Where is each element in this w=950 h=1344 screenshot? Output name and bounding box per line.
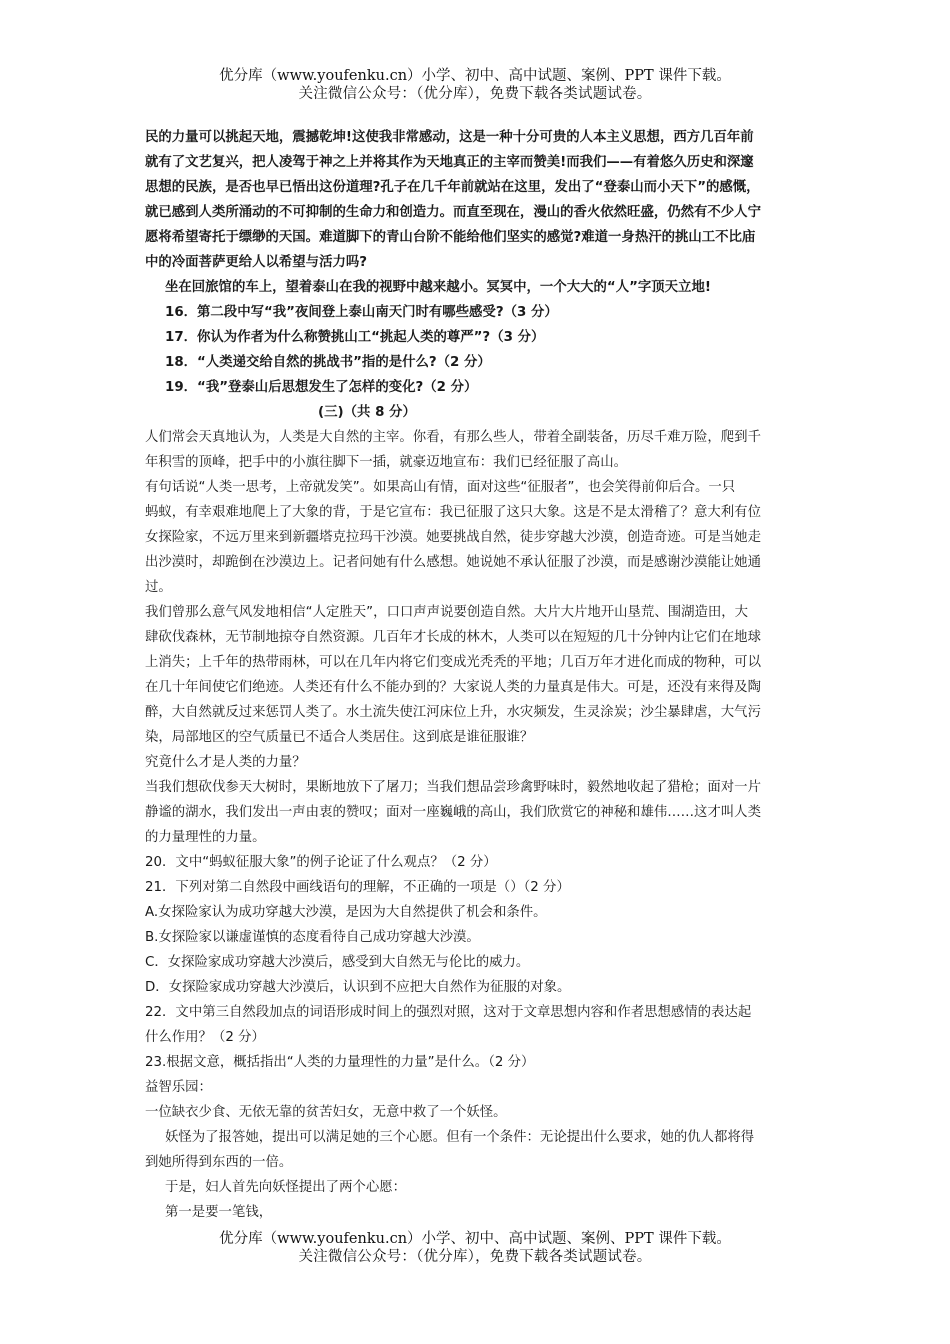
footer-line-2: 关注微信公众号：（优分库），免费下载各类试题试卷。	[298, 1249, 652, 1265]
text-line: 什么作用？（2 分）	[145, 1030, 265, 1045]
text-line: 中的冷面菩萨更给人以希望与活力吗?	[145, 255, 368, 270]
question-19: 19．“我”登泰山后思想发生了怎样的变化?（2 分）	[165, 380, 478, 395]
text-line: 出沙漠时，却跪倒在沙漠边上。记者问她有什么感想。她说她不承认征服了沙漠，而是感谢沙漠能让她通	[145, 555, 761, 570]
question-18: 18．“人类递交给自然的挑战书”指的是什么?（2 分）	[165, 355, 491, 370]
question-17: 17．你认为作者为什么称赞挑山工“挑起人类的尊严”?（3 分）	[165, 330, 545, 345]
text-line: 一位缺衣少食、无依无靠的贫苦妇女，无意中救了一个妖怪。	[145, 1105, 507, 1120]
option-c: C．女探险家成功穿越大沙漠后，感受到大自然无与伦比的威力。	[145, 955, 530, 970]
text-line: 就已感到人类所涌动的不可抑制的生命力和创造力。而直至现在，漫山的香火依然旺盛，仍然有不少人宁	[145, 205, 761, 220]
page-header	[0, 67, 950, 103]
text-line: 过。	[145, 580, 172, 595]
text-line: 我们曾那么意气风发地相信“人定胜天”，口口声声说要创造自然。大片大片地开山垦荒、围湖造田，大	[145, 605, 749, 620]
text-line: 人们常会天真地认为，人类是大自然的主宰。你看，有那么些人，带着全副装备，历尽千难万险，爬到千	[145, 430, 761, 445]
text-line: 肆砍伐森林，无节制地掠夺自然资源。几百年才长成的林木，人类可以在短短的几十分钟内让它们在地球	[145, 630, 761, 645]
option-b: B.女探险家以谦虚谨慎的态度看待自己成功穿越大沙漠。	[145, 930, 480, 945]
text-line: 就有了文艺复兴，把人凌驾于神之上并将其作为天地真正的主宰而赞美!而我们——有着悠久历史和深邃	[145, 155, 754, 170]
text-line: 民的力量可以挑起天地，震撼乾坤!这使我非常感动，这是一种十分可贵的人本主义思想，西方几百年前	[145, 130, 754, 145]
text-line: 妖怪为了报答她，提出可以满足她的三个心愿。但有一个条件：无论提出什么要求，她的仇人都将得	[165, 1130, 755, 1145]
question-16: 16．第二段中写“我”夜间登上泰山南天门时有哪些感受?（3 分）	[165, 305, 558, 320]
header-line-1: 优分库（www.youfenku.cn）小学、初中、高中试题、案例、PPT 课件下载。	[219, 68, 731, 84]
question-23: 23.根据文意，概括指出“人类的力量理性的力量”是什么。（2 分）	[145, 1055, 535, 1070]
text-line: 究竟什么才是人类的力量？	[145, 755, 306, 770]
question-20: 20．文中“蚂蚁征服大象”的例子论证了什么观点？（2 分）	[145, 855, 497, 870]
footer-line-1: 优分库（www.youfenku.cn）小学、初中、高中试题、案例、PPT 课件下载。	[219, 1231, 731, 1247]
text-line: 女探险家，不远万里来到新疆塔克拉玛干沙漠。她要挑战自然，徒步穿越大沙漠，创造奇迹。可是当她走	[145, 530, 761, 545]
text-line: 的力量理性的力量。	[145, 830, 266, 845]
text-line: 到她所得到东西的一倍。	[145, 1155, 293, 1170]
text-line: 年积雪的顶峰，把手中的小旗往脚下一插，就豪迈地宣布：我们已经征服了高山。	[145, 455, 628, 470]
text-line: 思想的民族，是否也早已悟出这份道理?孔子在几千年前就站在这里，发出了“登泰山而小天下”的感慨，	[145, 180, 760, 195]
text-line: 染，局部地区的空气质量已不适合人类居住。这到底是谁征服谁？	[145, 730, 534, 745]
text-line: 醉，大自然就反过来惩罚人类了。水土流失使江河床位上升，水灾频发，生灵涂炭；沙尘暴肆虐，大气污	[145, 705, 761, 720]
text-line: 当我们想砍伐参天大树时，果断地放下了屠刀；当我们想品尝珍禽野味时，毅然地收起了猎枪；面对一片	[145, 780, 761, 795]
section-heading: (三)（共 8 分）	[318, 405, 416, 420]
text-line: 有句话说“人类一思考，上帝就发笑”。如果高山有情，面对这些“征服者”，也会笑得前仰后合。一只	[145, 480, 736, 495]
page-footer	[0, 1230, 950, 1266]
question-22: 22．文中第三自然段加点的词语形成时间上的强烈对照，这对于文章思想内容和作者思想感情的表达起	[145, 1005, 752, 1020]
text-line: 坐在回旅馆的车上，望着泰山在我的视野中越来越小。冥冥中，一个大大的“人”字顶天立地!	[165, 280, 711, 295]
option-d: D．女探险家成功穿越大沙漠后，认识到不应把大自然作为征服的对象。	[145, 980, 571, 995]
section-heading: 益智乐园：	[145, 1080, 212, 1095]
header-line-2: 关注微信公众号：（优分库），免费下载各类试题试卷。	[298, 86, 652, 102]
text-line: 第一是要一笔钱，	[165, 1205, 273, 1220]
document-body	[145, 125, 825, 1225]
text-line: 于是，妇人首先向妖怪提出了两个心愿：	[165, 1180, 407, 1195]
text-line: 上消失；上千年的热带雨林，可以在几年内将它们变成光秃秃的平地；几百万年才进化而成的物种，可以	[145, 655, 761, 670]
text-line: 愿将希望寄托于缥缈的天国。难道脚下的青山台阶不能给他们坚实的感觉?难道一身热汗的挑山工不比庙	[145, 230, 756, 245]
question-21: 21．下列对第二自然段中画线语句的理解，不正确的一项是（）（2 分）	[145, 880, 570, 895]
option-a: A.女探险家认为成功穿越大沙漠，是因为大自然提供了机会和条件。	[145, 905, 547, 920]
text-line: 静谧的湖水，我们发出一声由衷的赞叹；面对一座巍峨的高山，我们欣赏它的神秘和雄伟……这才叫人类	[145, 805, 761, 820]
text-line: 在几十年间使它们绝迹。人类还有什么不能办到的？大家说人类的力量真是伟大。可是，还没有来得及陶	[145, 680, 761, 695]
text-line: 蚂蚁，有幸艰难地爬上了大象的背，于是它宣布：我已征服了这只大象。这是不是太滑稽了？意大利有位	[145, 505, 761, 520]
